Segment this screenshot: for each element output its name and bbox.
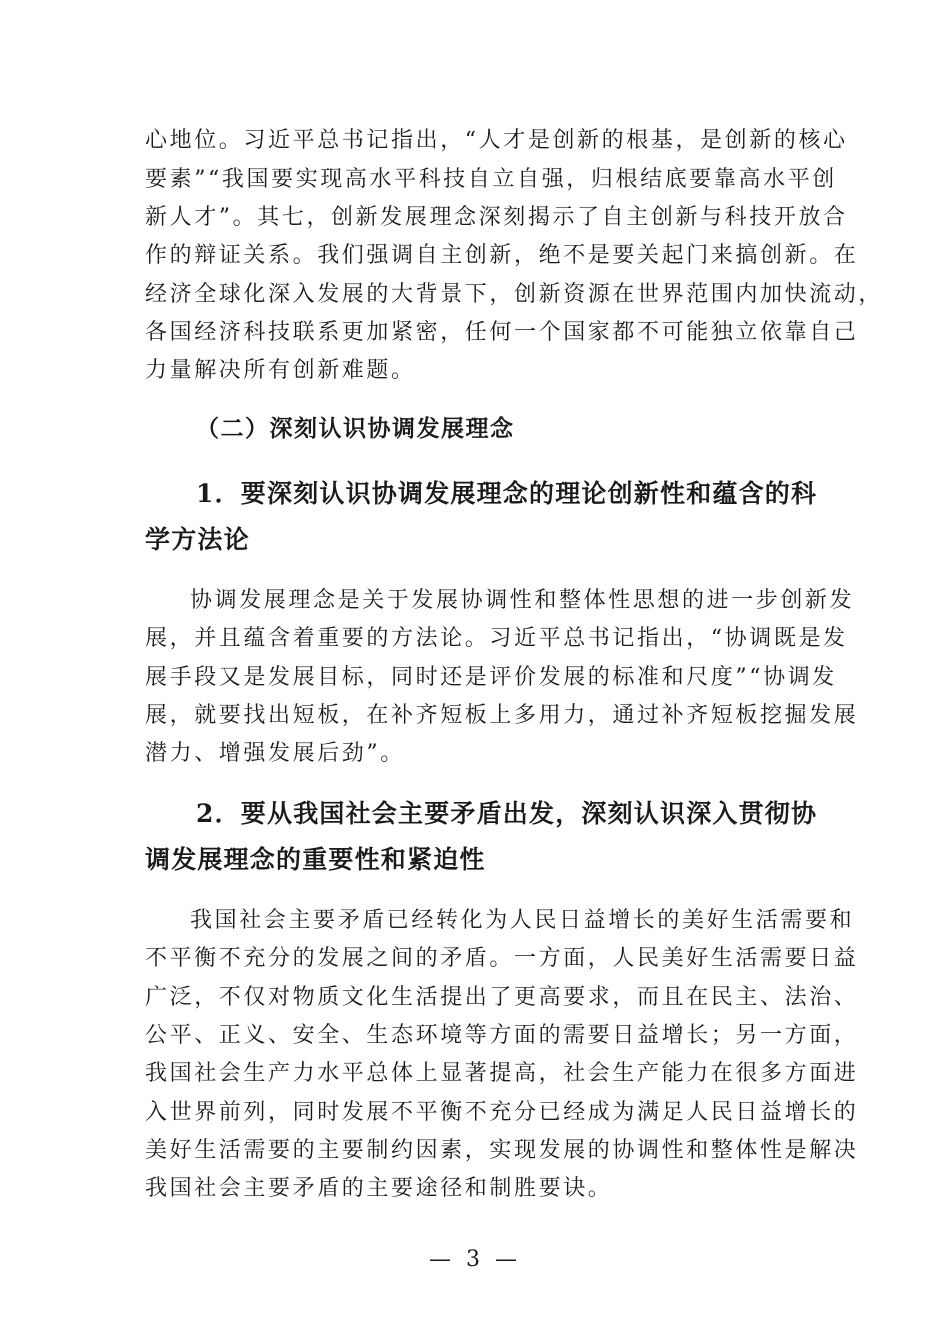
sub1-para-line-3: 展手段又是发展目标，同时还是评价发展的标准和尺度”“协调发 [145,665,837,690]
subsection-2-heading-line-2: 调发展理念的重要性和紧迫性 [145,845,486,874]
sub2-para-line-8: 我国社会主要矛盾的主要途径和制胜要诀。 [145,1176,613,1201]
section-heading-coordinated-development: （二）深刻认识协调发展理念 [196,415,515,442]
para1-line-5: 经济全球化深入发展的大背景下，创新资源在世界范围内加快流动， [145,282,884,307]
sub2-para-line-4: 公平、正义、安全、生态环境等方面的需要日益增长；另一方面， [145,1023,859,1048]
sub2-para-line-7: 美好生活需要的主要制约因素，实现发展的协调性和整体性是解决 [145,1138,859,1163]
para1-line-4: 作的辩证关系。我们强调自主创新，绝不是要关起门来搞创新。在 [145,243,859,268]
para1-line-7: 力量解决所有创新难题。 [145,358,416,383]
subsection-2-heading-line-1: 2．要从我国社会主要矛盾出发，深刻认识深入贯彻协 [196,799,818,828]
page-number: — 3 — [429,1247,521,1272]
sub2-para-line-3: 广泛，不仅对物质文化生活提出了更高要求，而且在民主、法治、 [145,985,859,1010]
sub2-para-line-5: 我国社会生产力水平总体上显著提高，社会生产能力在很多方面进 [145,1061,859,1086]
subsection-1-heading-line-1: 1．要深刻认识协调发展理念的理论创新性和蕴含的科 [196,479,818,508]
para1-line-6: 各国经济科技联系更加紧密，任何一个国家都不可能独立依靠自己 [145,320,859,345]
sub1-para-line-1: 协调发展理念是关于发展协调性和整体性思想的进一步创新发 [190,588,855,613]
sub2-para-line-6: 入世界前列，同时发展不平衡不充分已经成为满足人民日益增长的 [145,1100,859,1125]
subsection-1-heading-line-2: 学方法论 [145,525,250,554]
sub1-para-line-4: 展，就要找出短板，在补齐短板上多用力，通过补齐短板挖掘发展 [145,703,859,728]
para1-line-2: 要素”“我国要实现高水平科技自立自强，归根结底要靠高水平创 [145,167,837,192]
sub1-para-line-5: 潜力、增强发展后劲”。 [145,741,405,766]
para1-line-1: 心地位。习近平总书记指出，“人才是创新的根基，是创新的核心 [145,128,848,153]
sub1-para-line-2: 展，并且蕴含着重要的方法论。习近平总书记指出，“协调既是发 [145,626,848,651]
sub2-para-line-1: 我国社会主要矛盾已经转化为人民日益增长的美好生活需要和 [190,908,855,933]
sub2-para-line-2: 不平衡不充分的发展之间的矛盾。一方面，人民美好生活需要日益 [145,946,859,971]
para1-line-3: 新人才”。其七，创新发展理念深刻揭示了自主创新与科技开放合 [145,205,848,230]
